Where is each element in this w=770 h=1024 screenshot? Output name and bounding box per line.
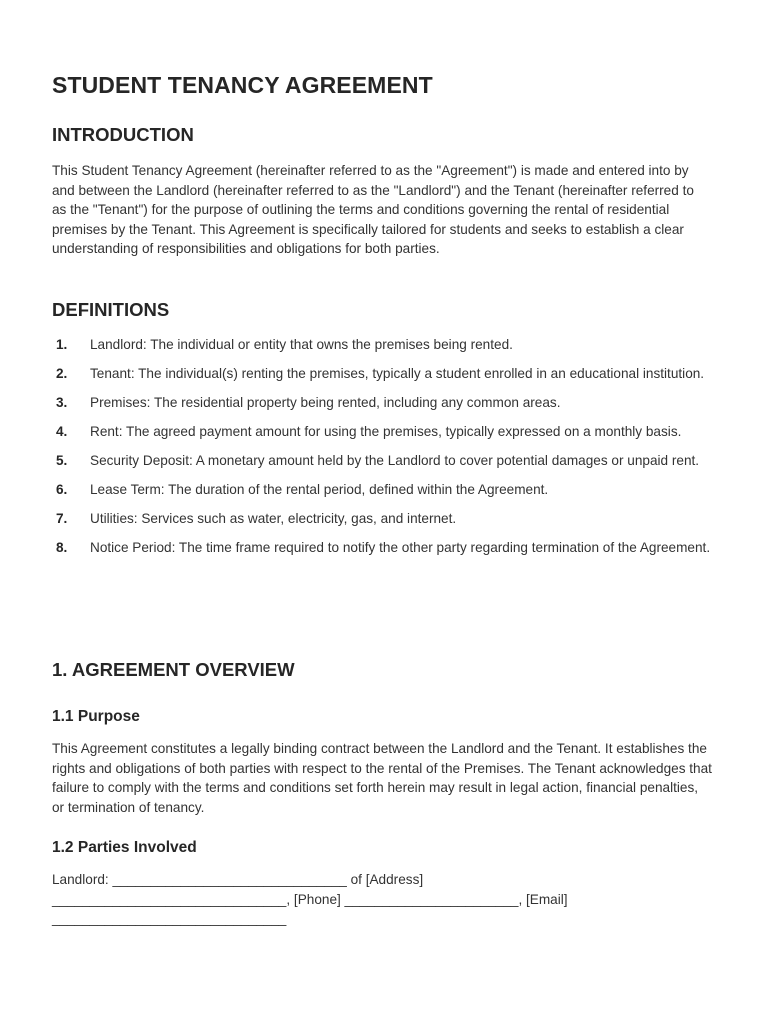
definition-item-notice-period — [52, 538, 724, 558]
definition-text: Rent: The agreed payment amount for using the premises, typically expressed on a monthly basis. — [90, 424, 682, 439]
introduction-heading: INTRODUCTION — [52, 124, 194, 145]
definition-item-premises — [52, 393, 724, 413]
list-number: 8. — [56, 540, 68, 555]
parties-heading: 1.2 Parties Involved — [52, 839, 197, 856]
landlord-address-line: Landlord: _______________________________ of [Address] — [52, 872, 424, 887]
document-title: STUDENT TENANCY AGREEMENT — [52, 72, 433, 98]
landlord-email-blank-line: _______________________________ — [52, 911, 287, 926]
purpose-paragraph: This Agreement constitutes a legally binding contract between the Landlord and the Tenant. It establishes the rights and obligations of both parties with respect to the rental of the Premises. The Tenant acknowledges that failure to comply with the terms and conditions set forth herein may result in legal action, financial penalties, or termination of tenancy. — [52, 741, 712, 815]
list-number: 6. — [56, 482, 68, 497]
list-number: 1. — [56, 337, 68, 352]
definition-item-lease-term — [52, 480, 724, 500]
parties-block — [52, 870, 712, 929]
definition-item-tenant — [52, 364, 724, 384]
definition-text: Landlord: The individual or entity that owns the premises being rented. — [90, 337, 513, 352]
list-number: 7. — [56, 511, 68, 526]
agreement-overview-heading: 1. AGREEMENT OVERVIEW — [52, 659, 295, 680]
definition-text: Lease Term: The duration of the rental period, defined within the Agreement. — [90, 482, 549, 497]
definition-item-security-deposit — [52, 451, 724, 471]
definition-text: Tenant: The individual(s) renting the premises, typically a student enrolled in an educational institution. — [90, 366, 705, 381]
introduction-paragraph: This Student Tenancy Agreement (hereinafter referred to as the "Agreement") is made and entered into by and between the Landlord (hereinafter referred to as the "Landlord") and the Tenant (hereinafter referred to as the "Tenant") for the purpose of outlining the terms and conditions governing the rental of residential premises by the Tenant. This Agreement is specifically tailored for students and seeks to establish a clear understanding of responsibilities and obligations for both parties. — [52, 163, 694, 256]
list-number: 4. — [56, 424, 68, 439]
definition-item-utilities — [52, 509, 724, 529]
list-number: 2. — [56, 366, 68, 381]
definitions-list — [52, 335, 724, 567]
list-number: 3. — [56, 395, 68, 410]
definition-item-landlord — [52, 335, 724, 355]
definition-text: Notice Period: The time frame required to notify the other party regarding termination of the Agreement. — [90, 540, 711, 555]
definition-item-rent — [52, 422, 724, 442]
definition-text: Utilities: Services such as water, electricity, gas, and internet. — [90, 511, 457, 526]
definition-text: Security Deposit: A monetary amount held by the Landlord to cover potential damages or unpaid rent. — [90, 453, 700, 468]
definition-text: Premises: The residential property being rented, including any common areas. — [90, 395, 561, 410]
landlord-phone-email-line: _______________________________, [Phone] _______________________, [Email] — [52, 891, 568, 907]
definitions-heading: DEFINITIONS — [52, 299, 170, 320]
purpose-heading: 1.1 Purpose — [52, 708, 140, 725]
list-number: 5. — [56, 453, 68, 468]
